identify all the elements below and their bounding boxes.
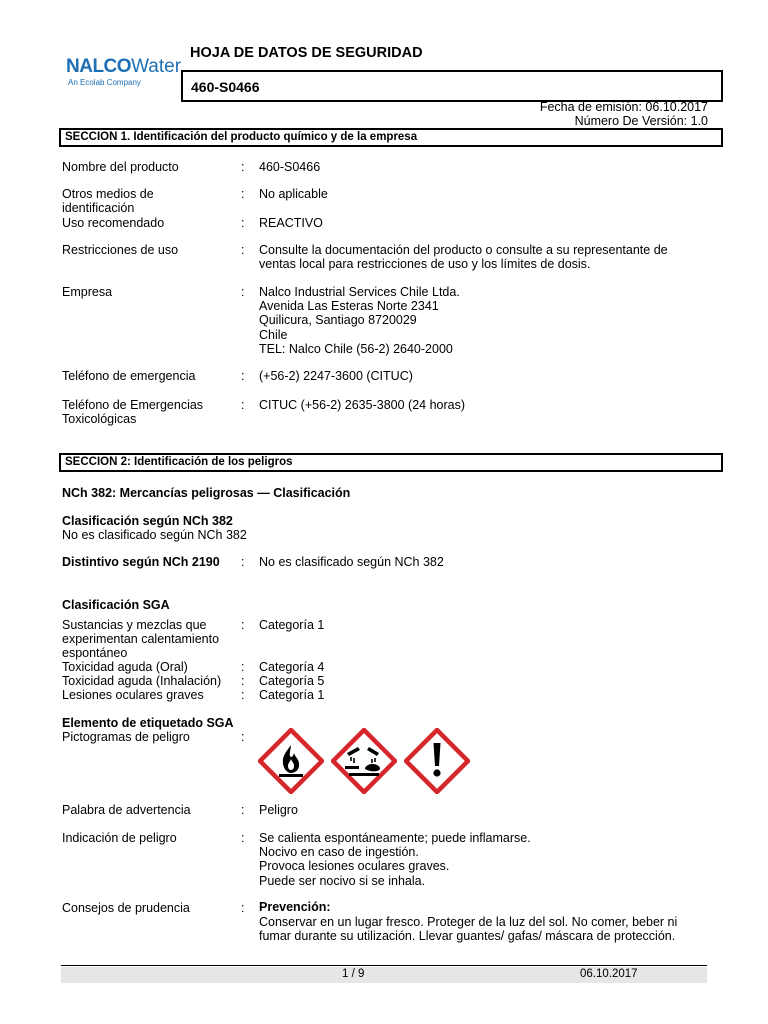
sga-value-eye-damage: Categoría 1: [259, 688, 325, 702]
company-logo: [66, 57, 181, 92]
label-elements-heading: Elemento de etiquetado SGA: [62, 716, 234, 730]
row-value-restrictions: Consulte la documentación del producto o consulte a su representante de ventas local para restricciones de uso y los límites de dosis.: [259, 243, 668, 272]
nch-class-value: No es clasificado según NCh 382: [62, 528, 247, 542]
sga-value-inhalation: Categoría 5: [259, 674, 325, 688]
row-value-emergency-phone: (+56-2) 2247-3600 (CITUC): [259, 369, 413, 383]
page-number: 1 / 9: [342, 968, 365, 980]
product-code: 460-S0466: [191, 79, 260, 95]
colon: :: [241, 803, 245, 817]
issue-date: Fecha de emisión: 06.10.2017: [539, 100, 708, 114]
colon: :: [241, 369, 245, 383]
row-label-product-name: Nombre del producto: [62, 160, 179, 174]
colon: :: [241, 831, 245, 845]
colon: :: [241, 243, 245, 257]
colon: :: [241, 618, 245, 632]
nch-heading: NCh 382: Mercancías peligrosas — Clasificación: [62, 486, 351, 500]
nch-class-heading: Clasificación según NCh 382: [62, 514, 233, 528]
logo-brand: NALCO: [66, 56, 132, 77]
colon: :: [241, 660, 245, 674]
hazard-statement-label: Indicación de peligro: [62, 831, 177, 845]
row-label-recommended-use: Uso recomendado: [62, 216, 165, 230]
sga-label-oral: Toxicidad aguda (Oral): [62, 660, 188, 674]
colon: :: [241, 398, 245, 412]
row-label-company: Empresa: [62, 285, 113, 299]
prevention-heading: Prevención:: [259, 900, 331, 914]
row-value-company: Nalco Industrial Services Chile Ltda. Avenida Las Esteras Norte 2341 Quilicura, Santiago 8720029 Chile TEL: Nalco Chile (56-2) 2640-2000: [259, 285, 460, 356]
section-1-header: [59, 128, 723, 147]
section-1-title: SECCION 1. Identificación del producto químico y de la empresa: [65, 131, 418, 143]
version-number: Número De Versión: 1.0: [574, 114, 708, 128]
row-value-recommended-use: REACTIVO: [259, 216, 323, 230]
row-value-other-id: No aplicable: [259, 187, 328, 201]
signal-word-value: Peligro: [259, 803, 298, 817]
product-code-box: [181, 70, 723, 102]
colon: :: [241, 688, 245, 702]
sga-label-eye-damage: Lesiones oculares graves: [62, 688, 204, 702]
colon: :: [241, 187, 245, 201]
sga-label-self-heating: Sustancias y mezclas que experimentan calentamiento espontáneo: [62, 618, 220, 661]
colon: :: [241, 285, 245, 299]
row-label-emergency-phone: Teléfono de emergencia: [62, 369, 196, 383]
distintivo-label: Distintivo según NCh 2190: [62, 555, 220, 569]
colon: :: [241, 216, 245, 230]
flame-pictogram-icon: [258, 728, 324, 794]
footer-date: 06.10.2017: [580, 968, 638, 980]
hazard-statement-value: Se calienta espontáneamente; puede inflamarse. Nocivo en caso de ingestión. Provoca lesiones oculares graves. Puede ser nocivo si se inhala.: [259, 831, 531, 888]
signal-word-label: Palabra de advertencia: [62, 803, 191, 817]
row-label-restrictions: Restricciones de uso: [62, 243, 179, 257]
colon: :: [241, 555, 245, 569]
pictograms-label: Pictogramas de peligro: [62, 730, 190, 744]
logo-product: Water: [131, 56, 182, 77]
prevention-value: Conservar en un lugar fresco. Proteger de la luz del sol. No comer, beber ni fumar durante su utilización. Llevar guantes/ gafas/ máscara de protección.: [259, 915, 678, 944]
sga-heading: Clasificación SGA: [62, 598, 170, 612]
exclamation-pictogram-icon: [404, 728, 470, 794]
colon: :: [241, 901, 245, 915]
corrosion-pictogram-icon: [331, 728, 397, 794]
footer-divider: [61, 965, 707, 966]
colon: :: [241, 730, 245, 744]
sga-value-oral: Categoría 4: [259, 660, 325, 674]
row-value-product-name: 460-S0466: [259, 160, 321, 174]
colon: :: [241, 160, 245, 174]
document-title: HOJA DE DATOS DE SEGURIDAD: [190, 45, 423, 61]
section-2-header: [59, 453, 723, 472]
logo-tagline: An Ecolab Company: [68, 78, 141, 87]
distintivo-value: No es clasificado según NCh 382: [259, 555, 444, 569]
row-label-other-id: Otros medios de identificación: [62, 187, 154, 216]
colon: :: [241, 674, 245, 688]
row-value-toxicology-phone: CITUC (+56-2) 2635-3800 (24 horas): [259, 398, 465, 412]
sga-label-inhalation: Toxicidad aguda (Inhalación): [62, 674, 222, 688]
row-label-toxicology-phone: Teléfono de Emergencias Toxicológicas: [62, 398, 204, 427]
precautionary-label: Consejos de prudencia: [62, 901, 190, 915]
sga-value-self-heating: Categoría 1: [259, 618, 325, 632]
section-2-title: SECCION 2: Identificación de los peligros: [65, 456, 293, 468]
